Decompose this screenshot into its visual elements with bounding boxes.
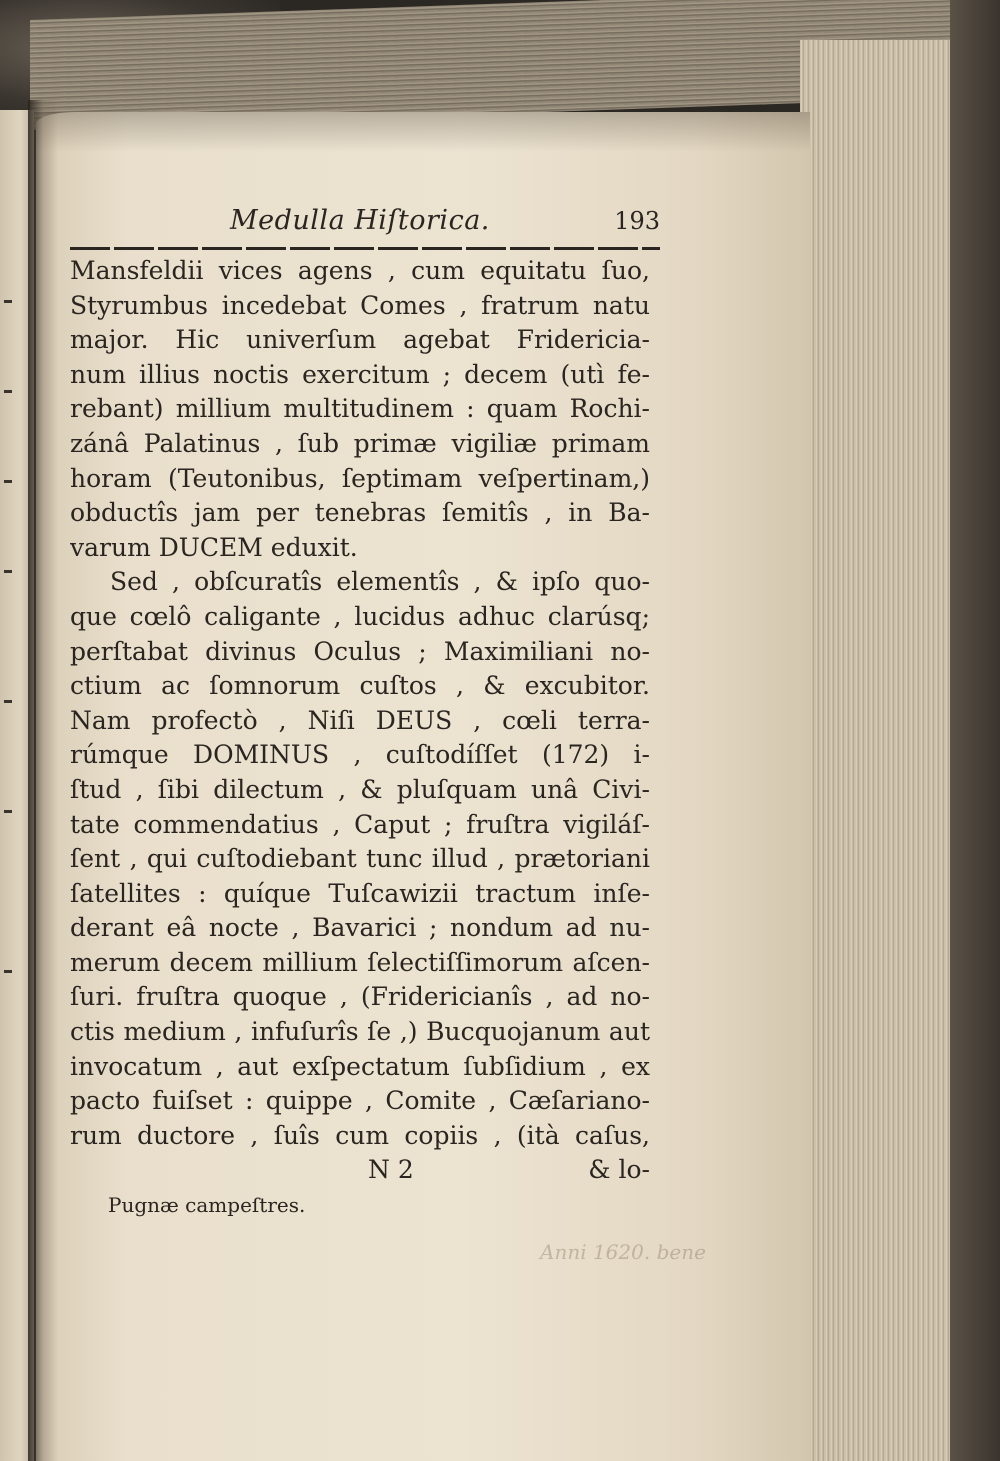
text-line: ctium ac ſomnorum cuſtos , & excubitor. — [70, 671, 650, 701]
text-line: Mansfeldii vices agens , cum equitatu ſuo, — [70, 256, 650, 285]
head-rule — [70, 247, 660, 250]
text-line: ſatellites : quíque Tuſcawizii tractum inſe- — [70, 878, 650, 908]
text-line: ſuri. fruſtra quoque , (Fridericianîs , ad no- — [70, 982, 650, 1012]
text-line: horam (Teutonibus, ſeptimam veſpertinam,) — [70, 463, 650, 493]
text-line: Sed , obſcuratîs elementîs , & ipſo quo- — [110, 567, 650, 597]
marginal-note: Pugnæ campeſtres. — [108, 1193, 306, 1218]
book-cover-edge — [950, 0, 1000, 1461]
gutter-shadow — [28, 100, 58, 1461]
text-line: perſtabat divinus Oculus ; Maximiliani no- — [70, 636, 650, 666]
left-page-mark — [4, 390, 12, 393]
text-line: zánâ Palatinus , ſub primæ vigiliæ primam — [70, 428, 650, 458]
text-line: merum decem millium ſelectiſſimorum aſcen- — [70, 947, 650, 977]
text-line: varum DUCEM eduxit. — [70, 532, 358, 562]
left-page-mark — [4, 810, 12, 813]
text-line: Styrumbus incedebat Comes , fratrum natu — [70, 290, 650, 320]
left-page-mark — [4, 700, 12, 703]
text-line: rum ductore , ſuîs cum copiis , (ità caſus, — [70, 1120, 650, 1150]
text-line: obductîs jam per tenebras ſemitîs , in Ba- — [70, 498, 650, 528]
text-line: major. Hic univerſum agebat Fridericia- — [70, 325, 650, 355]
left-page-mark — [4, 570, 12, 573]
text-line: ſent , qui cuſtodiebant tunc illud , prætoriani — [70, 844, 650, 874]
offset-text: Anni 1620. bene — [540, 1240, 706, 1264]
catchword: & lo- — [588, 1155, 650, 1185]
left-page-mark — [4, 970, 12, 973]
text-line: rebant) millium multitudinem : quam Rochi- — [70, 394, 650, 424]
text-line: rúmque DOMINUS , cuſtodíſſet (172) i- — [70, 740, 650, 770]
text-line: tate commendatius , Caput ; fruſtra vigiláſ- — [70, 809, 650, 839]
signature-mark: N 2 — [368, 1155, 414, 1185]
page-top-shadow — [36, 112, 810, 152]
text-line: Nam profectò , Niſi DEUS , cœli terra- — [70, 705, 650, 735]
left-page-mark — [4, 300, 12, 303]
page-number: 193 — [614, 207, 660, 235]
left-page-mark — [4, 480, 12, 483]
text-line: derant eâ nocte , Bavarici ; nondum ad nu- — [70, 913, 650, 943]
text-line: pacto fuiſset : quippe , Comite , Cæſariano- — [70, 1086, 650, 1116]
text-line: que cœlô caligante , lucidus adhuc clarúsq; — [70, 601, 650, 631]
text-line: num illius noctis exercitum ; decem (utì fe- — [70, 359, 650, 389]
text-line: ctis medium , infuſurîs ſe ,) Bucquojanum aut — [70, 1017, 650, 1047]
running-head — [70, 205, 660, 245]
text-block — [70, 205, 660, 1217]
text-line: ſtud , ſibi dilectum , & pluſquam unâ Civi- — [70, 774, 650, 804]
body-text — [70, 254, 660, 1153]
running-title: Medulla Hiſtorica. — [230, 205, 490, 236]
text-line: invocatum , aut exſpectatum ſubſidium , ex — [70, 1051, 650, 1081]
signature-line — [70, 1153, 660, 1189]
